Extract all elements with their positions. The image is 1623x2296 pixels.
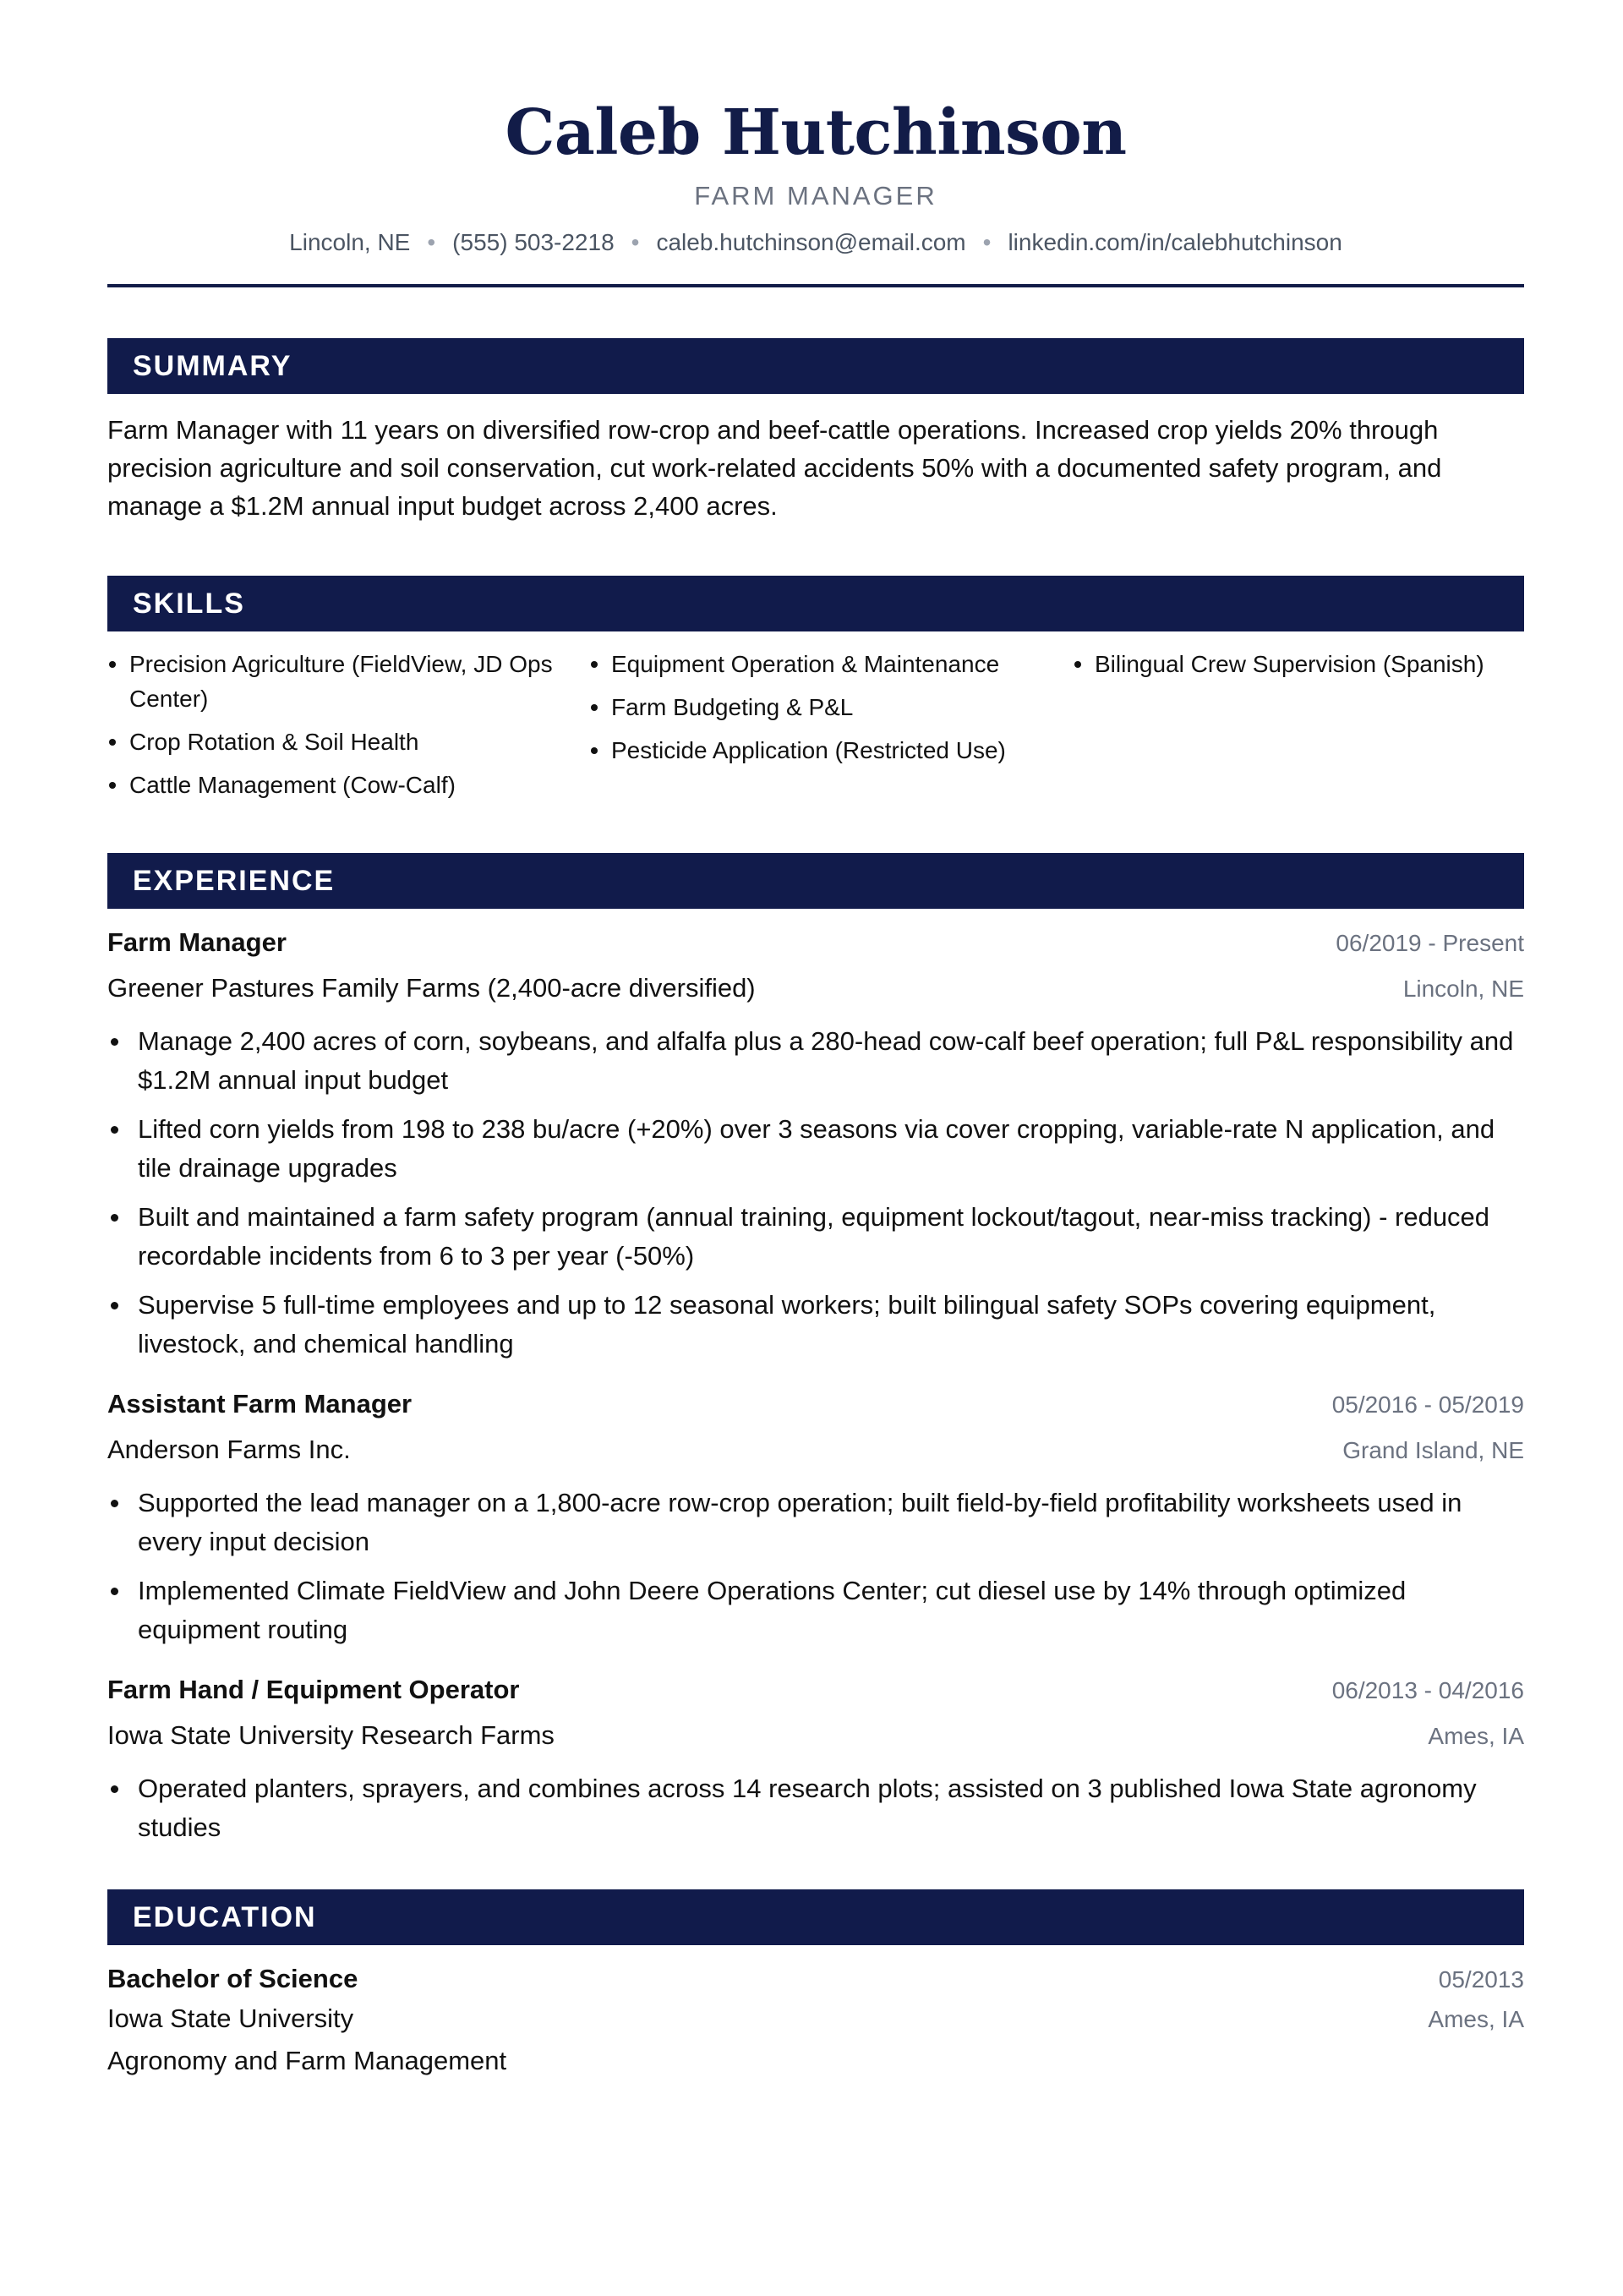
section-title-summary: SUMMARY: [107, 338, 1524, 394]
skill-item: Precision Agriculture (FieldView, JD Ops Center): [107, 647, 589, 716]
skills-column: [1073, 647, 1524, 811]
skill-item: Farm Budgeting & P&L: [589, 690, 1073, 724]
contact-location: Lincoln, NE: [289, 229, 411, 255]
experience-section: [107, 853, 1524, 1847]
job-bullet: Manage 2,400 acres of corn, soybeans, and alfalfa plus a 280-head cow-calf beef operation; full P&L responsibility and $1.2M annual input budget: [107, 1022, 1524, 1100]
skills-section: [107, 576, 1524, 811]
candidate-name: Caleb Hutchinson: [505, 96, 1127, 169]
skills-column: [107, 647, 589, 811]
skill-item: Crop Rotation & Soil Health: [107, 724, 589, 759]
skill-item: Cattle Management (Cow-Calf): [107, 768, 589, 802]
section-title-education: EDUCATION: [107, 1889, 1524, 1945]
summary-text: Farm Manager with 11 years on diversified row-crop and beef-cattle operations. Increased crop yields 20% through precision agriculture and soil conservation, cut work-related accidents 50% with a documented safety program, and manage a $1.2M annual input budget across 2,400 acres.: [107, 415, 1442, 521]
job-bullet: Supported the lead manager on a 1,800-acre row-crop operation; built field-by-field profitability worksheets used in every input decision: [107, 1484, 1524, 1561]
job-bullet: Lifted corn yields from 198 to 238 bu/acre (+20%) over 3 seasons via cover cropping, variable-rate N application, and tile drainage upgrades: [107, 1110, 1524, 1188]
job-bullets: [107, 1769, 1524, 1847]
job-location: Ames, IA: [1428, 1723, 1524, 1749]
job-title: Assistant Farm Manager: [107, 1389, 413, 1419]
skill-item: Equipment Operation & Maintenance: [589, 647, 1073, 681]
job-location: Grand Island, NE: [1342, 1437, 1524, 1463]
job-bullet: Built and maintained a farm safety program (annual training, equipment lockout/tagout, near-miss tracking) - reduced recordable incidents from 6 to 3 per year (-50%): [107, 1198, 1524, 1276]
education-entry: [107, 1960, 1524, 2082]
candidate-role: FARM MANAGER: [694, 181, 937, 210]
job-entry: [107, 1671, 1524, 1847]
job-bullet: Operated planters, sprayers, and combines across 14 research plots; assisted on 3 published Iowa State agronomy studies: [107, 1769, 1524, 1847]
skills-column: [589, 647, 1073, 811]
job-dates: 06/2013 - 04/2016: [1331, 1677, 1524, 1703]
job-entry: [107, 1386, 1524, 1649]
separator-dot: •: [427, 229, 436, 255]
job-bullet: Supervise 5 full-time employees and up to 12 seasonal workers; built bilingual safety SOPs covering equipment, livestock, and chemical handling: [107, 1286, 1524, 1364]
header-divider: [107, 284, 1524, 287]
section-title-skills: SKILLS: [107, 576, 1524, 631]
skills-grid: [107, 647, 1524, 811]
job-title: Farm Hand / Equipment Operator: [107, 1675, 520, 1704]
education-section: [107, 1889, 1524, 2082]
contact-email: caleb.hutchinson@email.com: [656, 229, 966, 255]
education-degree: Bachelor of Science: [107, 1964, 358, 1993]
job-dates: 06/2019 - Present: [1336, 930, 1524, 956]
education-location: Ames, IA: [1428, 2006, 1524, 2032]
job-location: Lincoln, NE: [1402, 976, 1524, 1002]
job-company: Greener Pastures Family Farms (2,400-acre diversified): [107, 973, 756, 1003]
separator-dot: •: [982, 229, 992, 255]
separator-dot: •: [631, 229, 640, 255]
education-date: 05/2013: [1438, 1966, 1524, 1993]
job-entry: [107, 924, 1524, 1364]
job-company: Iowa State University Research Farms: [107, 1720, 555, 1750]
job-company: Anderson Farms Inc.: [107, 1435, 351, 1464]
resume-page: [107, 0, 1524, 2082]
contact-phone: (555) 503-2218: [452, 229, 615, 255]
contact-line: [107, 227, 1524, 259]
skill-item: Pesticide Application (Restricted Use): [589, 733, 1073, 768]
summary-section: [107, 338, 1524, 525]
resume-header: [107, 0, 1524, 287]
education-school: Iowa State University: [107, 2004, 354, 2033]
education-field: Agronomy and Farm Management: [107, 2046, 507, 2075]
skill-item: Bilingual Crew Supervision (Spanish): [1073, 647, 1524, 681]
job-title: Farm Manager: [107, 927, 287, 957]
job-bullets: [107, 1022, 1524, 1364]
job-dates: 05/2016 - 05/2019: [1331, 1391, 1524, 1418]
contact-linkedin: linkedin.com/in/calebhutchinson: [1008, 229, 1342, 255]
job-bullets: [107, 1484, 1524, 1649]
job-bullet: Implemented Climate FieldView and John Deere Operations Center; cut diesel use by 14% through optimized equipment routing: [107, 1572, 1524, 1649]
section-title-experience: EXPERIENCE: [107, 853, 1524, 909]
